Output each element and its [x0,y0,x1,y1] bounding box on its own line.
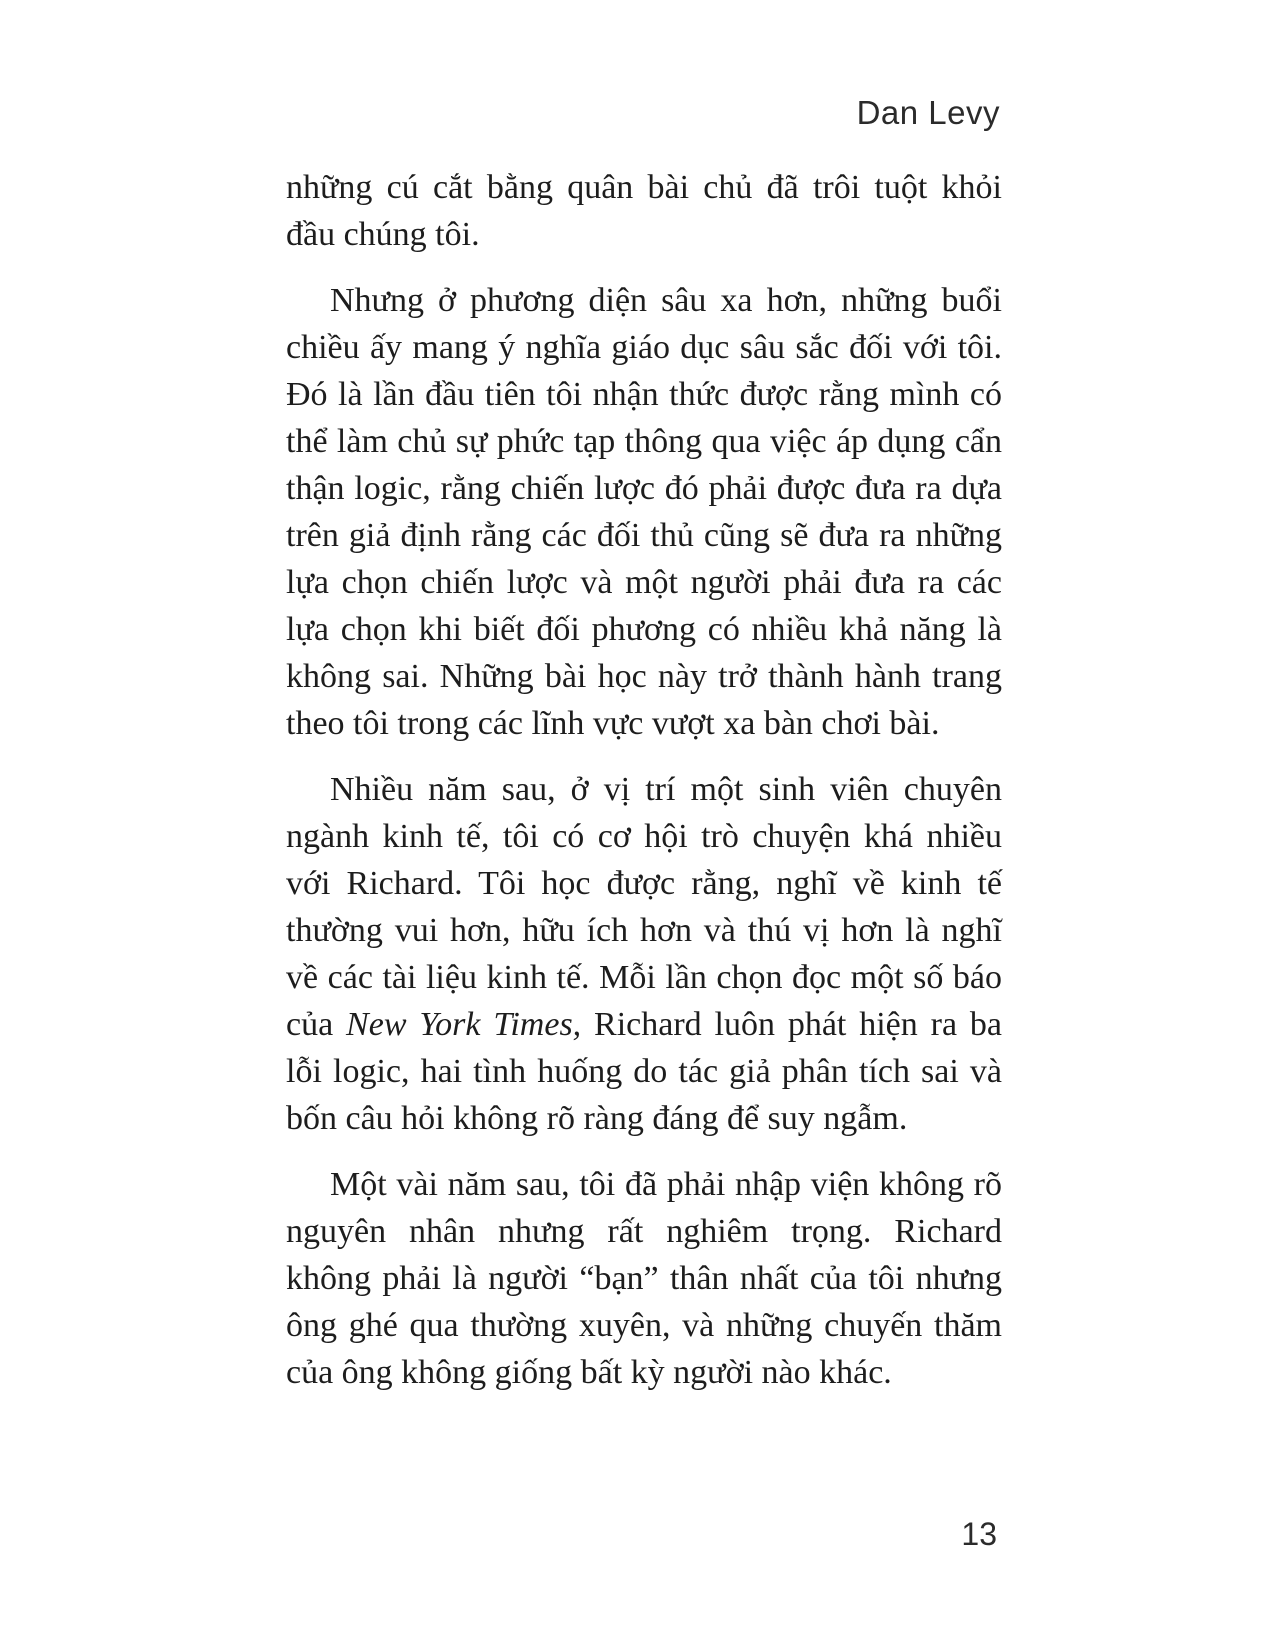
text-run: Một vài năm sau, tôi đã phải nhập viện không rõ nguyên nhân nhưng rất nghiêm trọng. Richard không phải là người “bạn” thân nhất của tôi nhưng ông ghé qua thường xuyên, và những chuyến thăm của ông không giống bất kỳ người nào khác. [286,1166,1002,1391]
page-number: 13 [961,1516,997,1552]
text-run: Nhưng ở phương diện sâu xa hơn, những buổi chiều ấy mang ý nghĩa giáo dục sâu sắc đối với tôi. Đó là lần đầu tiên tôi nhận thức được rằng mình có thể làm chủ sự phức tạp thông qua việc áp dụng cẩn thận logic, rằng chiến lược đó phải được đưa ra dựa trên giả định rằng các đối thủ cũng sẽ đưa ra những lựa chọn chiến lược và một người phải đưa ra các lựa chọn khi biết đối phương có nhiều khả năng là không sai. Những bài học này trở thành hành trang theo tôi trong các lĩnh vực vượt xa bàn chơi bài. [286,282,1002,742]
body-paragraph [286,766,1002,1142]
body-text [286,164,1002,1396]
body-paragraph [286,1161,1002,1396]
body-paragraph [286,277,1002,747]
italic-text-run: New York Times, [346,1006,582,1043]
text-run: Richard luôn phát hiện ra ba lỗi logic, hai tình huống do tác giả phân tích sai và bốn câu hỏi không rõ ràng đáng để suy ngẫm. [286,1006,1002,1137]
running-header: Dan Levy [856,94,1000,131]
text-run: Nhiều năm sau, ở vị trí một sinh viên chuyên ngành kinh tế, tôi có cơ hội trò chuyện khá nhiều với Richard. Tôi học được rằng, nghĩ về kinh tế thường vui hơn, hữu ích hơn và thú vị hơn là nghĩ về các tài liệu kinh tế. Mỗi lần chọn đọc một số báo của [286,771,1002,1043]
body-paragraph [286,164,1002,258]
text-run: những cú cắt bằng quân bài chủ đã trôi tuột khỏi đầu chúng tôi. [286,169,1002,253]
